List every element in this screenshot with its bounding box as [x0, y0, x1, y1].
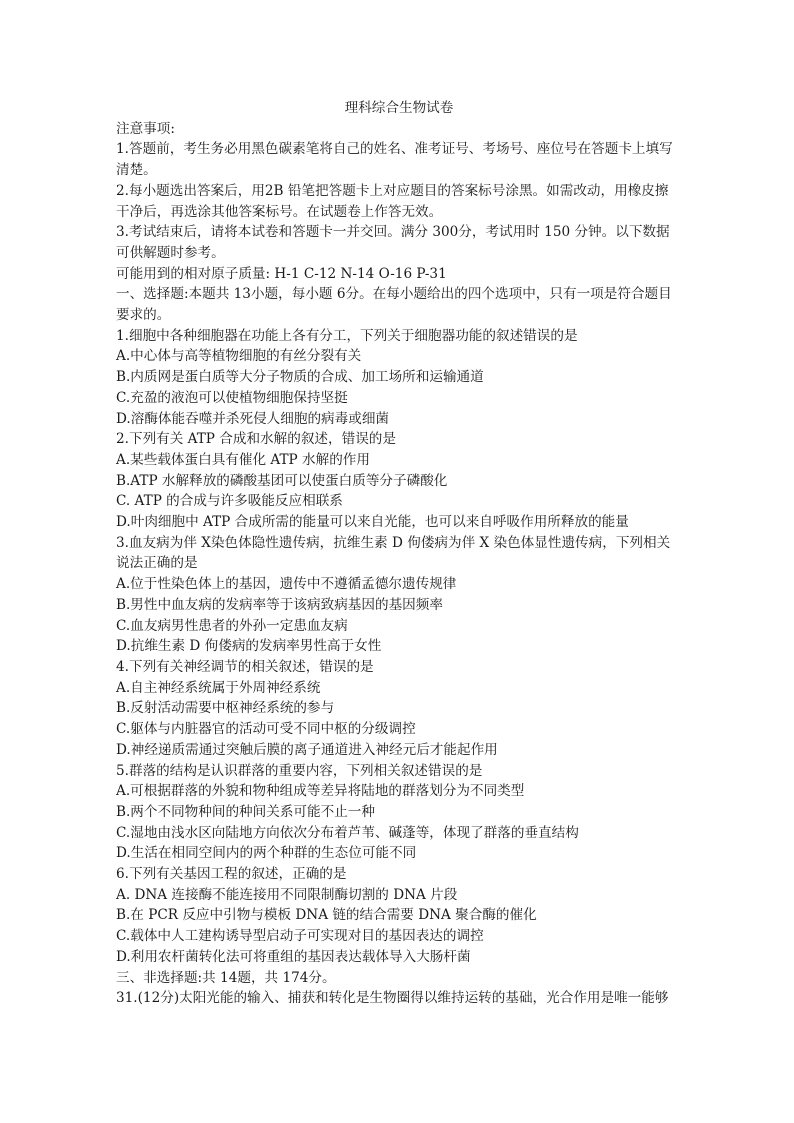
option-b: B.在 PCR 反应中引物与模板 DNA 链的结合需要 DNA 聚合酶的催化: [116, 907, 537, 924]
notice-section: [116, 119, 682, 285]
option-a: A. DNA 连接酶不能连接用不同限制酶切割的 DNA 片段: [116, 886, 458, 903]
option-a: A.某些载体蛋白具有催化 ATP 水解的作用: [116, 451, 370, 468]
notice-item: 2.每小题选出答案后，用2B 铅笔把答题卡上对应题目的答案标号涂黑。如需改动，用橡皮擦干净后，再选涂其他答案标号。在试题卷上作答无效。: [116, 182, 669, 220]
option-d: D.生活在相同空间内的两个种群的生态位可能不同: [116, 845, 417, 862]
option-c: C.躯体与内脏器官的活动可受不同中枢的分级调控: [116, 721, 416, 738]
option-d: D.神经递质需通过突触后膜的离子通道进入神经元后才能起作用: [116, 741, 498, 758]
option-a: A.自主神经系统属于外周神经系统: [116, 679, 321, 696]
question-stem: 5.群落的结构是认识群落的重要内容，下列相关叙述错误的是: [116, 762, 483, 779]
option-c: C.充盈的液泡可以使植物细胞保持坚挺: [116, 389, 348, 406]
option-d: D.利用农杆菌转化法可将重组的基因表达载体导入大肠杆菌: [116, 948, 471, 965]
option-c: C.载体中人工建构诱导型启动子可实现对目的基因表达的调控: [116, 928, 484, 945]
option-b: B.反射活动需要中枢神经系统的参与: [116, 700, 335, 717]
question-6: [116, 864, 682, 968]
notice-item: 1.答题前，考生务必用黑色碳素笔将自己的姓名、准考证号、考场号、座位号在答题卡上填写清楚。: [116, 141, 673, 179]
question-1: [116, 326, 682, 430]
exam-page: [116, 98, 682, 1009]
question-stem: 2.下列有关 ATP 合成和水解的叙述，错误的是: [116, 431, 396, 448]
section-heading: 一、选择题:本题共 13小题，每小题 6分。在每小题给出的四个选项中，只有一项是符合题目要求的。: [116, 286, 672, 324]
option-b: B.ATP 水解释放的磷酸基团可以使蛋白质等分子磷酸化: [116, 472, 448, 489]
notice-item: 3.考试结束后，请将本试卷和答题卡一并交回。满分 300分，考试用时 150 分钟。以下数据可供解题时参考。: [116, 224, 670, 261]
option-c: C. ATP 的合成与许多吸能反应相联系: [116, 493, 343, 510]
section-1: [116, 284, 682, 967]
question-stem: 6.下列有关基因工程的叙述，正确的是: [116, 866, 347, 883]
question-5: [116, 761, 682, 865]
option-c: C.血友病男性患者的外孙一定患血友病: [116, 617, 348, 634]
option-d: D.抗维生素 D 佝偻病的发病率男性高于女性: [116, 638, 382, 655]
notice-heading: 注意事项:: [116, 120, 175, 137]
section-3: [116, 968, 682, 1009]
question-4: [116, 657, 682, 761]
option-c: C.湿地由浅水区向陆地方向依次分布着芦苇、碱蓬等，体现了群落的垂直结构: [116, 824, 579, 841]
option-a: A.可根据群落的外貌和物种组成等差异将陆地的群落划分为不同类型: [116, 783, 525, 800]
option-d: D.溶酶体能吞噬并杀死侵人细胞的病毒或细菌: [116, 410, 390, 427]
option-d: D.叶肉细胞中 ATP 合成所需的能量可以来自光能，也可以来自呼吸作用所释放的能量: [116, 514, 629, 531]
question-stem: 4.下列有关神经调节的相关叙述，错误的是: [116, 658, 374, 675]
atomic-mass-note: 可能用到的相对原子质量: H-1 C-12 N-14 O-16 P-31: [116, 265, 447, 282]
question-stem: 1.细胞中各种细胞器在功能上各有分工，下列关于细胞器功能的叙述错误的是: [116, 327, 578, 344]
section-heading: 三、非选择题:共 14题，共 174分。: [116, 969, 336, 986]
question-3: [116, 533, 682, 657]
question-31-start: 31.(12分)太阳光能的输入、捕获和转化是生物圈得以维持运转的基础，光合作用是唯一能够: [116, 990, 669, 1007]
question-stem: 3.血友病为伴 X染色体隐性遗传病，抗维生素 D 佝偻病为伴 X 染色体显性遗传病，下列相关说法正确的是: [116, 534, 671, 572]
question-2: [116, 429, 682, 533]
option-a: A.位于性染色体上的基因，遗传中不遵循孟德尔遗传规律: [116, 576, 457, 593]
option-b: B.男性中血友病的发病率等于该病致病基因的基因频率: [116, 596, 443, 613]
option-b: B.内质网是蛋白质等大分子物质的合成、加工场所和运输通道: [116, 369, 484, 386]
option-b: B.两个不同物种间的种间关系可能不止一种: [116, 803, 375, 820]
exam-title: 理科综合生物试卷: [344, 100, 454, 116]
option-a: A.中心体与高等植物细胞的有丝分裂有关: [116, 348, 362, 365]
